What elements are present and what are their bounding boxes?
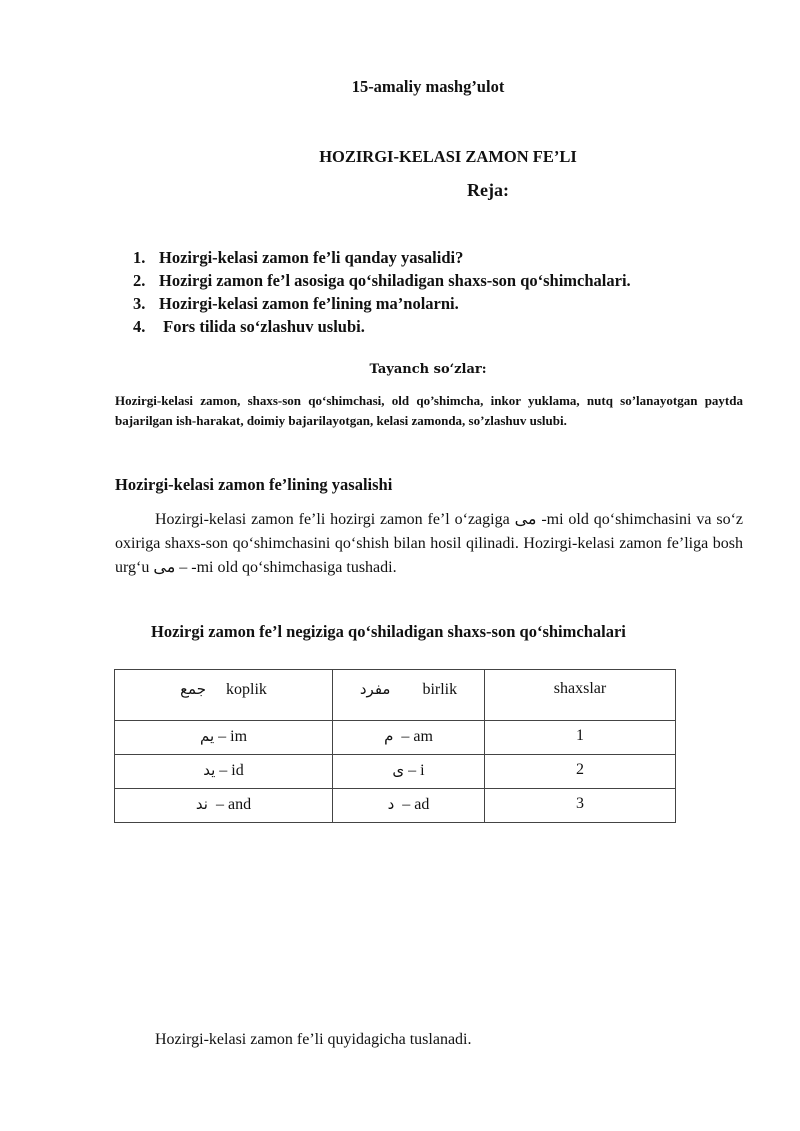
suffix-translit: – im	[214, 728, 248, 745]
keywords-text: Hozirgi-kelasi zamon, shaxs-son qo‘shimchasi, old qo’shimcha, inkor yuklama, nutq so’lanayotgan paytda bajarilgan ish-harakat, doimiy bajarilayotgan, kelasi zamonda, so’zlashuv uslubi.	[115, 393, 743, 428]
table-header-row	[115, 670, 676, 721]
table-cell	[333, 755, 485, 789]
persian-label: مفرد	[359, 680, 391, 698]
section-paragraph: Hozirgi-kelasi zamon fe’li hozirgi zamon fe’l o‘zagiga می -mi old qo‘shimchasini va so‘z oxiriga shaxs-son qo‘shimchasini qo‘shish bilan hosil qilinadi. Hozirgi-kelasi zamon fe’liga bosh urg‘u می – -mi old qo‘shimchasiga tushadi.	[115, 511, 743, 576]
suffix-table	[114, 669, 676, 823]
plan-item	[133, 315, 631, 338]
header-label: koplik	[226, 681, 267, 698]
table-cell	[115, 789, 333, 823]
header-label: birlik	[422, 681, 458, 698]
plan-item	[133, 292, 631, 315]
plan-item	[133, 269, 631, 292]
section-heading: Hozirgi-kelasi zamon fe’lining yasalishi	[115, 475, 393, 494]
table-row	[115, 721, 676, 755]
suffix-translit: – and	[207, 796, 252, 813]
persian-label: جمع	[180, 680, 207, 698]
persian-suffix: ید	[203, 761, 216, 779]
conjugation-intro: Hozirgi-kelasi zamon fe’li quyidagicha tuslanadi.	[155, 1031, 472, 1048]
table-cell	[115, 755, 333, 789]
plan-item-text: Fors tilida so‘zlashuv uslubi.	[159, 317, 365, 336]
plan-item-text: Hozirgi zamon fe’l asosiga qo‘shiladigan shaxs-son qo‘shimchalari.	[159, 271, 631, 290]
suffix-translit: – id	[215, 762, 244, 779]
persian-suffix: یم	[199, 727, 215, 745]
suffix-translit: – i	[404, 762, 425, 779]
plan-item-number: 2.	[133, 271, 146, 290]
plan-item-text: Hozirgi-kelasi zamon fe’li qanday yasalidi?	[159, 248, 464, 267]
table-cell: 3	[485, 789, 676, 823]
plan-item-number: 4.	[133, 317, 146, 336]
persian-suffix: ی	[392, 761, 405, 779]
table-cell	[333, 789, 485, 823]
persian-suffix: ند	[195, 795, 208, 813]
table-cell: 1	[485, 721, 676, 755]
table-row	[115, 789, 676, 823]
plan-heading: Reja:	[467, 180, 509, 200]
plan-item	[133, 246, 631, 269]
persian-suffix: د	[387, 795, 395, 813]
table-header-cell	[115, 670, 333, 721]
page-title: HOZIRGI-KELASI ZAMON FE’LI	[319, 147, 577, 166]
suffix-translit: – am	[393, 728, 433, 745]
table-header-cell	[333, 670, 485, 721]
plan-item-number: 1.	[133, 248, 146, 267]
table-row	[115, 755, 676, 789]
table-cell: 2	[485, 755, 676, 789]
persian-suffix: م	[384, 727, 394, 745]
header-label: shaxslar	[553, 680, 607, 697]
keywords-heading: Tayanch so‘zlar:	[369, 362, 487, 377]
section-heading: Hozirgi zamon fe’l negiziga qo‘shiladigan shaxs-son qo‘shimchalari	[151, 622, 626, 641]
lesson-number: 15-amaliy mashg’ulot	[351, 77, 505, 96]
suffix-translit: – ad	[394, 796, 430, 813]
plan-item-text: Hozirgi-kelasi zamon fe’lining ma’nolarni.	[159, 294, 459, 313]
table-cell	[115, 721, 333, 755]
table-cell	[333, 721, 485, 755]
plan-list	[133, 246, 631, 338]
table-header-cell	[485, 670, 676, 721]
plan-item-number: 3.	[133, 294, 146, 313]
